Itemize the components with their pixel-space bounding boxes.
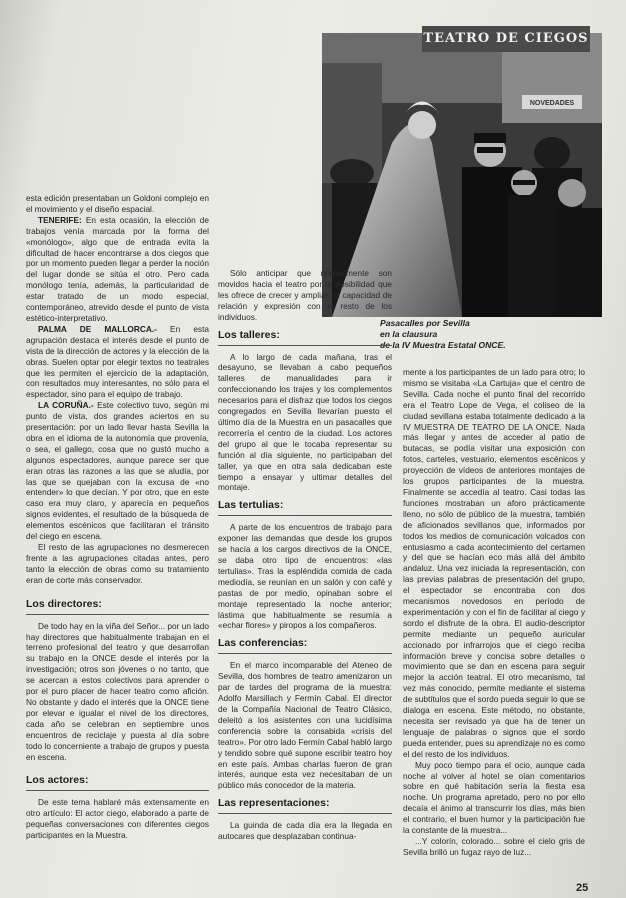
paragraph-tertulias: A parte de los encuentros de trabajo para exponer las demandas que desde los grupos se hacía a los cargos directivos de la ONCE, se daba otro tipo de encuentros: «las tertulias». Tras la espléndida comida de cada mediodía, se reunían en un salón y con café y pastas de por medio, opinaban sobre el montaje representado la noche anterior; lástima que habitualmente se resumía a «echar flores» y piropos a los compañeros.	[218, 522, 392, 631]
section-title-banner: TEATRO DE CIEGOS	[422, 26, 590, 52]
label-tenerife: TENERIFE:	[38, 214, 82, 225]
page-number: 25	[576, 882, 589, 894]
paragraph-palma	[26, 324, 209, 400]
paragraph-actores: De este tema hablaré más extensamente en otro artículo: El actor ciego, elaborado a parte de pequeñas conversaciones con diferentes ciegos participantes en la Muestra.	[26, 797, 209, 841]
caption-line: de la IV Muestra Estatal ONCE.	[380, 340, 506, 350]
paragraph-teatro: mente a los participantes de un lado para otro; lo mismo se visitaba «La Cartuja» que el centro de Sevilla. Cada noche el punto final del recorrido era el Teatro Lope de Vega, el coliseo de la ciudad sevillana estaba totalmente dedicado a la IV MUESTRA DE TEATRO DE LA ONCE. Nada más llegar y antes de acceder al patio de butacas, se podía visitar una exposición con fotos, carteles, vestuario, elementos escénicos y proyección de vídeos de anteriores montajes de los grupos participantes de la muestra. Finalmente se accedía al teatro. Casi todas las funciones mostraban un aforo prácticamente lleno, no sólo de público de la muestra, también de aficionados sevillanos que, informados por todos los medios de comunicación volcados con entusiasmo a cada acontecimiento del certamen y del que se hacían eco más allá del ámbito andaluz. Una vez iniciada la representación, con las previas palabras de presentación del grupo, el espectador se encontraba con dos mecanismos novedosos en período de experimentación y con el fin de facilitar al ciego y sordo el disfrute de la obra. El audio-descriptor permite mediante un pequeño auricular accionado por infrarrojos que el ciego reciba información breve y concisa sobre detalles o movimiento que se dan en escena para seguir mejor la acción teatral. El otro mecanismo, tal vez más conocido, permite mediante el sistema de subtítulos que el sordo pueda seguir lo que se dialoga en escena. Este método, no obstante, necesita ser revisado ya que ha de tener un lenguaje de palabras o signos que el sordo pueda entender, pues su aprendizaje no es como el del resto de los individuos.	[403, 367, 585, 759]
paragraph-ocio: Muy poco tiempo para el ocio, aunque cada noche al volver al hotel se oían comentarios sobre en qué habitación sería la fiesta esa noche. Un programa apretado, pero no por ello decaía el ánimo al transcurrir los días, más bien el contrario, el buen humor y la participación fue la constante de la muestra...	[403, 759, 585, 836]
label-coruna: LA CORUÑA.-	[38, 400, 94, 411]
label-palma: PALMA DE MALLORCA.-	[38, 323, 157, 334]
heading-talleres: Los talleres:	[218, 328, 280, 341]
caption-line: en la clausura	[380, 329, 438, 339]
shop-sign-text: NOVEDADES	[529, 100, 575, 107]
paragraph-representaciones: La guinda de cada día era la llegada en autocares que desplazaban continua-	[218, 820, 392, 842]
caption-line: Pasacalles por Sevilla	[380, 318, 470, 328]
heading-representaciones: Las representaciones:	[218, 797, 330, 810]
heading-actores: Los actores:	[26, 774, 89, 787]
photo-caption	[380, 318, 620, 351]
text-tenerife: En esta ocasión, la elección de trabajos venía marcada por la forma del «monólogo», algo que de entrada evita la dificultad de hacer encontrarse a dos ciegos que por un momento pueden llegar a perder la noción del lugar donde se sitúa el otro. Pero cada monólogo tenía, además, la particularidad de estar tratado de un modo especial, contemporáneo, atrevido desde el punto de vista estético-interpretativo.	[26, 214, 209, 323]
article-column-3	[403, 367, 585, 858]
heading-tertulias: Las tertulias:	[218, 499, 284, 512]
paragraph-coruna	[26, 400, 209, 542]
paragraph-goldoni: esta edición presentaban un Goldoni complejo en el movimiento y el diseño espacial.	[26, 193, 209, 214]
paragraph-final: ...Y colorín, colorado... sobre el cielo gris de Sevilla brilló un fugaz rayo de luz...	[403, 835, 585, 857]
text-coruna: Este colectivo tuvo, según mi punto de vista, dos grandes aciertos en su presentación: por un lado llevar hasta Sevilla la obra en el idioma de la autonomía que provenía, o sea, el gallego, cosa que no gustó mucho a algunos espectadores, aunque parece ser que eran otras las razones a las que se aludía, por las que se quejaban con la excusa de «no entender» lo que decían. Y por otro, que en este caso era muy claro, y aparecía en pequeños signos evidentes, el resultado de la búsqueda de elementos escénicos que facilitaran el tránsito del ciego en escena.	[26, 400, 209, 542]
paragraph-directores: De todo hay en la viña del Señor... por un lado hay directores que habitualmente trabajan en el terreno profesional del teatro y que desarrollan su trabajo en la ONCE desde el interés por la investigación; otros son jóvenes o no tanto, que se acercan a estos colectivos para aprender o por el puro placer de hacer teatro como afición. No obstante y dado el interés que la ONCE tiene por elevar e igualar el nivel de los directores, cada año se celebran en septiembre unos encuentros de reciclaje y puesta al día sobre todo lo concerniente a trabajo de grupos y puesta en escena.	[26, 620, 209, 762]
text-palma: En esta agrupación destaca el interés desde el punto de vista de la dirección de actores y la elección de la obras. Suelen optar por elegir textos no teatrales que les permiten el ejercicio de la adaptación, con resultados muy interesantes, no sólo para el espectador, sino para el equipo de trabajo.	[26, 323, 209, 400]
article-column-1	[26, 193, 209, 841]
paragraph-tenerife	[26, 215, 209, 324]
paragraph-talleres: A lo largo de cada mañana, tras el desayuno, se llevaban a cabo pequeños talleres de manualidades para ir confeccionando los trajes y los complementos necesarios para el disfraz que todos los ciegos congregados en Sevilla llevarían puesto el último día de la Muestra en un pasacalles que recorrería el centro de la ciudad. Los actores del grupo al que le tocaba representar su función al día siguiente, no participaban del taller, ya que en otra sala dedicaban este tiempo a ensayar y ultimar detalles del montaje.	[218, 351, 392, 493]
paragraph-conferencias: En el marco incomparable del Ateneo de Sevilla, dos hombres de teatro amenizaron un par de tardes del programa de la muestra: Adolfo Marsillach y Fermín Cabal. El director de la Compañía Nacional de Teatro Clásico, deleitó a los asistentes con una lucidísima conferencia sobre la consabida «crisis del teatro». Por otro lado Fermín Cabal habló largo y tendido sobre qué supone escribir teatro hoy en este país. Ambas charlas fueron de gran interés, aunque esta vez necesitaban de un público más conocedor de la materia.	[218, 660, 392, 791]
article-column-2	[218, 268, 392, 842]
heading-conferencias: Las conferencias:	[218, 637, 308, 650]
paragraph-intro: Sólo anticipar que normalmente son movidos hacia el teatro por la posibilidad que les ofrece de crecer y ampliar su capacidad de relación y expresión con el resto de los individuos.	[218, 268, 392, 322]
heading-directores: Los directores:	[26, 597, 102, 610]
paragraph-resto: El resto de las agrupaciones no desmerecen frente a las agrupaciones citadas antes, pero tanto la elección de obras como su tratamiento eran de corte más conservador.	[26, 542, 209, 585]
